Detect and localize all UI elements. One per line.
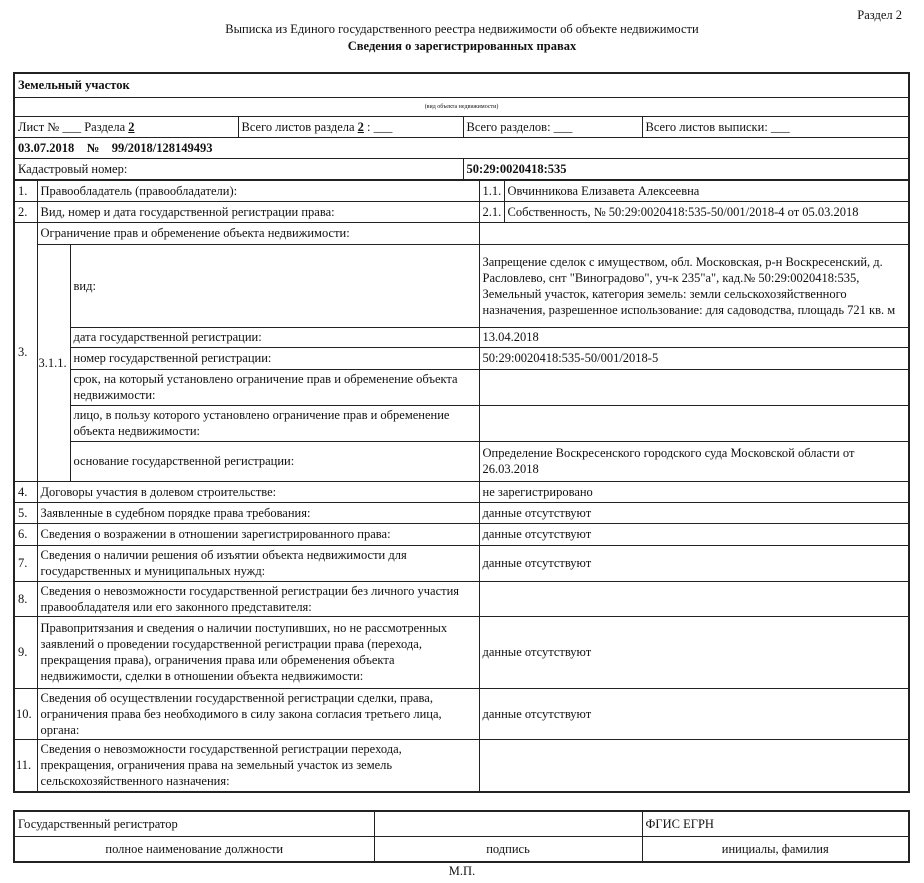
cadastral-value: 50:29:0020418:535	[463, 158, 909, 180]
table-row: 1. Правообладатель (правообладатели): 1.1. Овчинникова Елизавета Алексеевна	[14, 180, 909, 201]
name-caption: инициалы, фамилия	[642, 836, 909, 862]
signature-table	[13, 810, 910, 863]
total-sheets: Всего листов выписки: ___	[642, 116, 909, 137]
table-row: лицо, в пользу которого установлено ограничение прав и обременение объекта недвижимости:	[14, 405, 909, 441]
table-row: 11. Сведения о невозможности государственной регистрации перехода, прекращения, ограничения права на земельный участок из земель сельскохозяйственного назначения:	[14, 739, 909, 792]
rights-table	[13, 179, 910, 793]
registrar-label: Государственный регистратор	[14, 811, 374, 836]
date-number: 03.07.2018 № 99/2018/128149493	[14, 137, 909, 158]
table-row: дата государственной регистрации: 13.04.2018	[14, 327, 909, 347]
stamp-place: М.П.	[448, 864, 476, 878]
table-row: 2. Вид, номер и дата государственной регистрации права: 2.1. Собственность, № 50:29:0020418:535-50/001/2018-4 от 05.03.2018	[14, 201, 909, 222]
table-row: 6. Сведения о возражении в отношении зарегистрированного права: данные отсутствуют	[14, 523, 909, 545]
header-table	[13, 72, 910, 181]
document-subtitle: Сведения о зарегистрированных правах	[347, 39, 577, 53]
total-sections: Всего разделов: ___	[463, 116, 642, 137]
section-label: Раздел 2	[857, 8, 902, 22]
table-row: 10. Сведения об осуществлении государственной регистрации сделки, права, ограничения права без необходимого в силу закона согласия третьего лица, органа: данные отсутствуют	[14, 688, 909, 739]
table-row: основание государственной регистрации: Определение Воскресенского городского суда Московской области от 26.03.2018	[14, 441, 909, 481]
position-caption: полное наименование должности	[14, 836, 374, 862]
total-sheets-section: Всего листов раздела 2 : ___	[238, 116, 463, 137]
table-row: 3. Ограничение прав и обременение объекта недвижимости:	[14, 222, 909, 244]
object-type-caption: (вид объекта недвижимости)	[14, 97, 909, 116]
cadastral-label: Кадастровый номер:	[14, 158, 463, 180]
table-row: 9. Правопритязания и сведения о наличии поступивших, но не рассмотренных заявлений о проведении государственной регистрации права (перехода, прекращения права), ограничения права или обременения объекта недвижимости, сделки в отношении объекта недвижимости: данные отсутствуют	[14, 616, 909, 688]
document-title: Выписка из Единого государственного реестра недвижимости об объекте недвижимости	[225, 22, 699, 36]
organization: ФГИС ЕГРН	[642, 811, 909, 836]
table-row: номер государственной регистрации: 50:29:0020418:535-50/001/2018-5	[14, 347, 909, 369]
table-row: 4. Договоры участия в долевом строительстве: не зарегистрировано	[14, 481, 909, 502]
table-row: срок, на который установлено ограничение прав и обременение объекта недвижимости:	[14, 369, 909, 405]
table-row: 3.1.1. вид: Запрещение сделок с имуществом, обл. Московская, р-н Воскресенский, д. Расловлево, снт "Виноградово", уч-к 235"а", кад.№ 50:29:0020418:535, Земельный участок, категория земель: земли сельскохозяйственного назначения, разрешенное использование: для садоводства, площадь 721 кв. м	[14, 244, 909, 327]
table-row: 7. Сведения о наличии решения об изъятии объекта недвижимости для государственных и муниципальных нужд: данные отсутствуют	[14, 545, 909, 581]
table-row: 8. Сведения о невозможности государственной регистрации без личного участия правообладателя или его законного представителя:	[14, 581, 909, 616]
sheet-number: Лист № ___ Раздела 2	[14, 116, 238, 137]
object-type: Земельный участок	[14, 73, 909, 97]
table-row: 5. Заявленные в судебном порядке права требования: данные отсутствуют	[14, 502, 909, 523]
signature-caption: подпись	[374, 836, 642, 862]
